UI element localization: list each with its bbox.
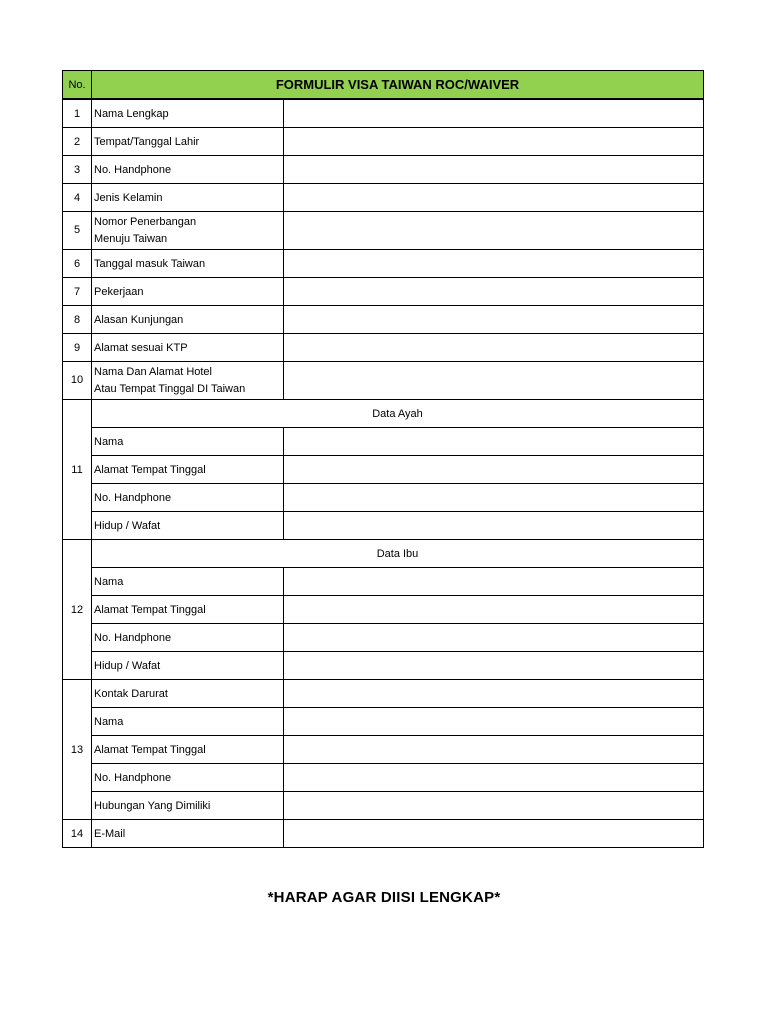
field-label-alamat-ktp: Alamat sesuai KTP	[92, 334, 284, 362]
form-row	[63, 652, 704, 680]
field-label-tempat-tanggal-lahir: Tempat/Tanggal Lahir	[92, 128, 284, 156]
form-row	[63, 128, 704, 156]
form-row	[63, 596, 704, 624]
row-number: 2	[63, 128, 92, 156]
row-number: 10	[63, 362, 92, 400]
row-number: 8	[63, 306, 92, 334]
form-header-row	[63, 71, 704, 100]
field-input-nomor-penerbangan[interactable]	[284, 212, 704, 250]
field-label-ibu-handphone: No. Handphone	[92, 624, 284, 652]
field-label-ibu-nama: Nama	[92, 568, 284, 596]
form-row	[63, 484, 704, 512]
field-label-darurat-hubungan: Hubungan Yang Dimiliki	[92, 792, 284, 820]
row-number: 14	[63, 820, 92, 848]
field-label-jenis-kelamin: Jenis Kelamin	[92, 184, 284, 212]
no-column-header: No.	[63, 71, 92, 100]
field-label-nomor-penerbangan	[92, 212, 284, 250]
form-row	[63, 568, 704, 596]
field-label-darurat-nama: Nama	[92, 708, 284, 736]
row-number: 9	[63, 334, 92, 362]
field-label-ayah-alamat: Alamat Tempat Tinggal	[92, 456, 284, 484]
field-label-ayah-nama: Nama	[92, 428, 284, 456]
section-header-row	[63, 540, 704, 568]
form-row	[63, 792, 704, 820]
label-line: Menuju Taiwan	[94, 232, 168, 245]
form-row	[63, 99, 704, 128]
form-row	[63, 456, 704, 484]
row-number: 12	[63, 540, 92, 680]
label-line: Atau Tempat Tinggal DI Taiwan	[94, 382, 246, 395]
field-label-no-handphone: No. Handphone	[92, 156, 284, 184]
field-label-email: E-Mail	[92, 820, 284, 848]
visa-form-table	[62, 70, 704, 848]
form-row	[63, 184, 704, 212]
field-input-darurat-alamat[interactable]	[284, 736, 704, 764]
label-line: Nama Dan Alamat Hotel	[94, 365, 212, 378]
field-input-alasan-kunjungan[interactable]	[284, 306, 704, 334]
form-row	[63, 278, 704, 306]
field-label-darurat-handphone: No. Handphone	[92, 764, 284, 792]
field-label-pekerjaan: Pekerjaan	[92, 278, 284, 306]
section-title-ayah: Data Ayah	[92, 400, 704, 428]
field-input-ibu-hidup-wafat[interactable]	[284, 652, 704, 680]
field-label-ayah-handphone: No. Handphone	[92, 484, 284, 512]
field-input-tanggal-masuk[interactable]	[284, 250, 704, 278]
row-number: 5	[63, 212, 92, 250]
form-row	[63, 428, 704, 456]
field-input-darurat-handphone[interactable]	[284, 764, 704, 792]
form-row	[63, 820, 704, 848]
field-label-ayah-hidup-wafat: Hidup / Wafat	[92, 512, 284, 540]
field-label-tanggal-masuk: Tanggal masuk Taiwan	[92, 250, 284, 278]
field-label-alasan-kunjungan: Alasan Kunjungan	[92, 306, 284, 334]
row-number: 7	[63, 278, 92, 306]
form-row	[63, 680, 704, 708]
field-input-jenis-kelamin[interactable]	[284, 184, 704, 212]
field-label-ibu-hidup-wafat: Hidup / Wafat	[92, 652, 284, 680]
field-label-hotel-taiwan	[92, 362, 284, 400]
row-number: 6	[63, 250, 92, 278]
field-input-ibu-alamat[interactable]	[284, 596, 704, 624]
form-row	[63, 736, 704, 764]
form-row	[63, 512, 704, 540]
form-row	[63, 250, 704, 278]
field-input-ayah-nama[interactable]	[284, 428, 704, 456]
section-title-ibu: Data Ibu	[92, 540, 704, 568]
field-input-pekerjaan[interactable]	[284, 278, 704, 306]
form-row	[63, 306, 704, 334]
label-line: Nomor Penerbangan	[94, 215, 197, 228]
field-input-nama-lengkap[interactable]	[284, 99, 704, 128]
row-number: 4	[63, 184, 92, 212]
form-title: FORMULIR VISA TAIWAN ROC/WAIVER	[92, 71, 704, 100]
field-input-no-handphone[interactable]	[284, 156, 704, 184]
form-row	[63, 624, 704, 652]
field-input-ayah-alamat[interactable]	[284, 456, 704, 484]
form-row	[63, 334, 704, 362]
form-row	[63, 156, 704, 184]
field-label-kontak-darurat: Kontak Darurat	[92, 680, 284, 708]
row-number: 13	[63, 680, 92, 820]
section-header-row	[63, 400, 704, 428]
field-input-ibu-handphone[interactable]	[284, 624, 704, 652]
row-number: 11	[63, 400, 92, 540]
form-row	[63, 362, 704, 400]
field-input-darurat-nama[interactable]	[284, 708, 704, 736]
field-input-ibu-nama[interactable]	[284, 568, 704, 596]
field-input-ayah-hidup-wafat[interactable]	[284, 512, 704, 540]
field-label-ibu-alamat: Alamat Tempat Tinggal	[92, 596, 284, 624]
row-number: 1	[63, 99, 92, 128]
field-input-alamat-ktp[interactable]	[284, 334, 704, 362]
field-input-ayah-handphone[interactable]	[284, 484, 704, 512]
field-label-nama-lengkap: Nama Lengkap	[92, 99, 284, 128]
form-row	[63, 764, 704, 792]
field-input-kontak-darurat[interactable]	[284, 680, 704, 708]
field-input-hotel-taiwan[interactable]	[284, 362, 704, 400]
field-input-tempat-tanggal-lahir[interactable]	[284, 128, 704, 156]
field-input-darurat-hubungan[interactable]	[284, 792, 704, 820]
form-row	[63, 708, 704, 736]
row-number: 3	[63, 156, 92, 184]
form-row	[63, 212, 704, 250]
footer-note: *HARAP AGAR DIISI LENGKAP*	[267, 889, 501, 906]
field-label-darurat-alamat: Alamat Tempat Tinggal	[92, 736, 284, 764]
field-input-email[interactable]	[284, 820, 704, 848]
